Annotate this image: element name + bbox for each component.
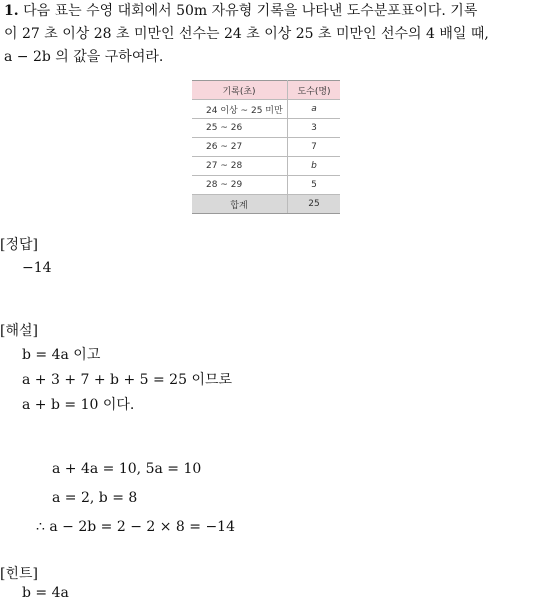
explanation-step-3: ∴ a − 2b = 2 − 2 × 8 = −14 bbox=[36, 519, 235, 535]
table-cell-range: 25 ~ 26 bbox=[192, 119, 288, 138]
hint-label: [힌트] bbox=[0, 566, 38, 582]
table-total-row bbox=[192, 195, 340, 214]
explanation-step-1: a + 4a = 10, 5a = 10 bbox=[52, 461, 202, 477]
table-row bbox=[192, 157, 340, 176]
table-header-frequency: 도수(명) bbox=[288, 81, 341, 100]
question-line-2: 이 27 초 이상 28 초 미만인 선수는 24 초 이상 25 초 미만인 선수의 4 배일 때, bbox=[4, 26, 489, 42]
explanation-step-2: a = 2, b = 8 bbox=[52, 490, 138, 506]
table-cell-range: 26 ~ 27 bbox=[192, 138, 288, 157]
table-cell-count: a bbox=[288, 100, 341, 119]
table-cell-count: 7 bbox=[288, 138, 341, 157]
hint-value: b = 4a bbox=[22, 585, 69, 601]
table-cell-range: 24 이상 ~ 25 미만 bbox=[192, 100, 288, 119]
explanation-line-3: a + b = 10 이다. bbox=[22, 397, 135, 413]
table-cell-count: 5 bbox=[288, 176, 341, 195]
explanation-label: [해설] bbox=[0, 323, 38, 339]
question-line-1: 다음 표는 수영 대회에서 50m 자유형 기록을 나타낸 도수분포표이다. 기록 bbox=[23, 3, 478, 19]
table-total-value: 25 bbox=[288, 195, 341, 214]
table-cell-range: 27 ~ 28 bbox=[192, 157, 288, 176]
table-cell-count: 3 bbox=[288, 119, 341, 138]
explanation-line-1: b = 4a 이고 bbox=[22, 347, 101, 363]
answer-value: −14 bbox=[22, 260, 52, 276]
answer-label: [정답] bbox=[0, 237, 38, 253]
table-header-record: 기록(초) bbox=[192, 81, 288, 100]
table-cell-range: 28 ~ 29 bbox=[192, 176, 288, 195]
frequency-table bbox=[192, 80, 340, 214]
table-row bbox=[192, 119, 340, 138]
table-cell-count: b bbox=[288, 157, 341, 176]
question-number: 1. bbox=[4, 3, 19, 19]
table-row bbox=[192, 100, 340, 119]
explanation-line-2: a + 3 + 7 + b + 5 = 25 이므로 bbox=[22, 372, 233, 388]
table-header-row bbox=[192, 81, 340, 100]
table-row bbox=[192, 138, 340, 157]
question-line-3: a − 2b 의 값을 구하여라. bbox=[4, 49, 164, 65]
table-total-label: 합계 bbox=[192, 195, 288, 214]
table-row bbox=[192, 176, 340, 195]
